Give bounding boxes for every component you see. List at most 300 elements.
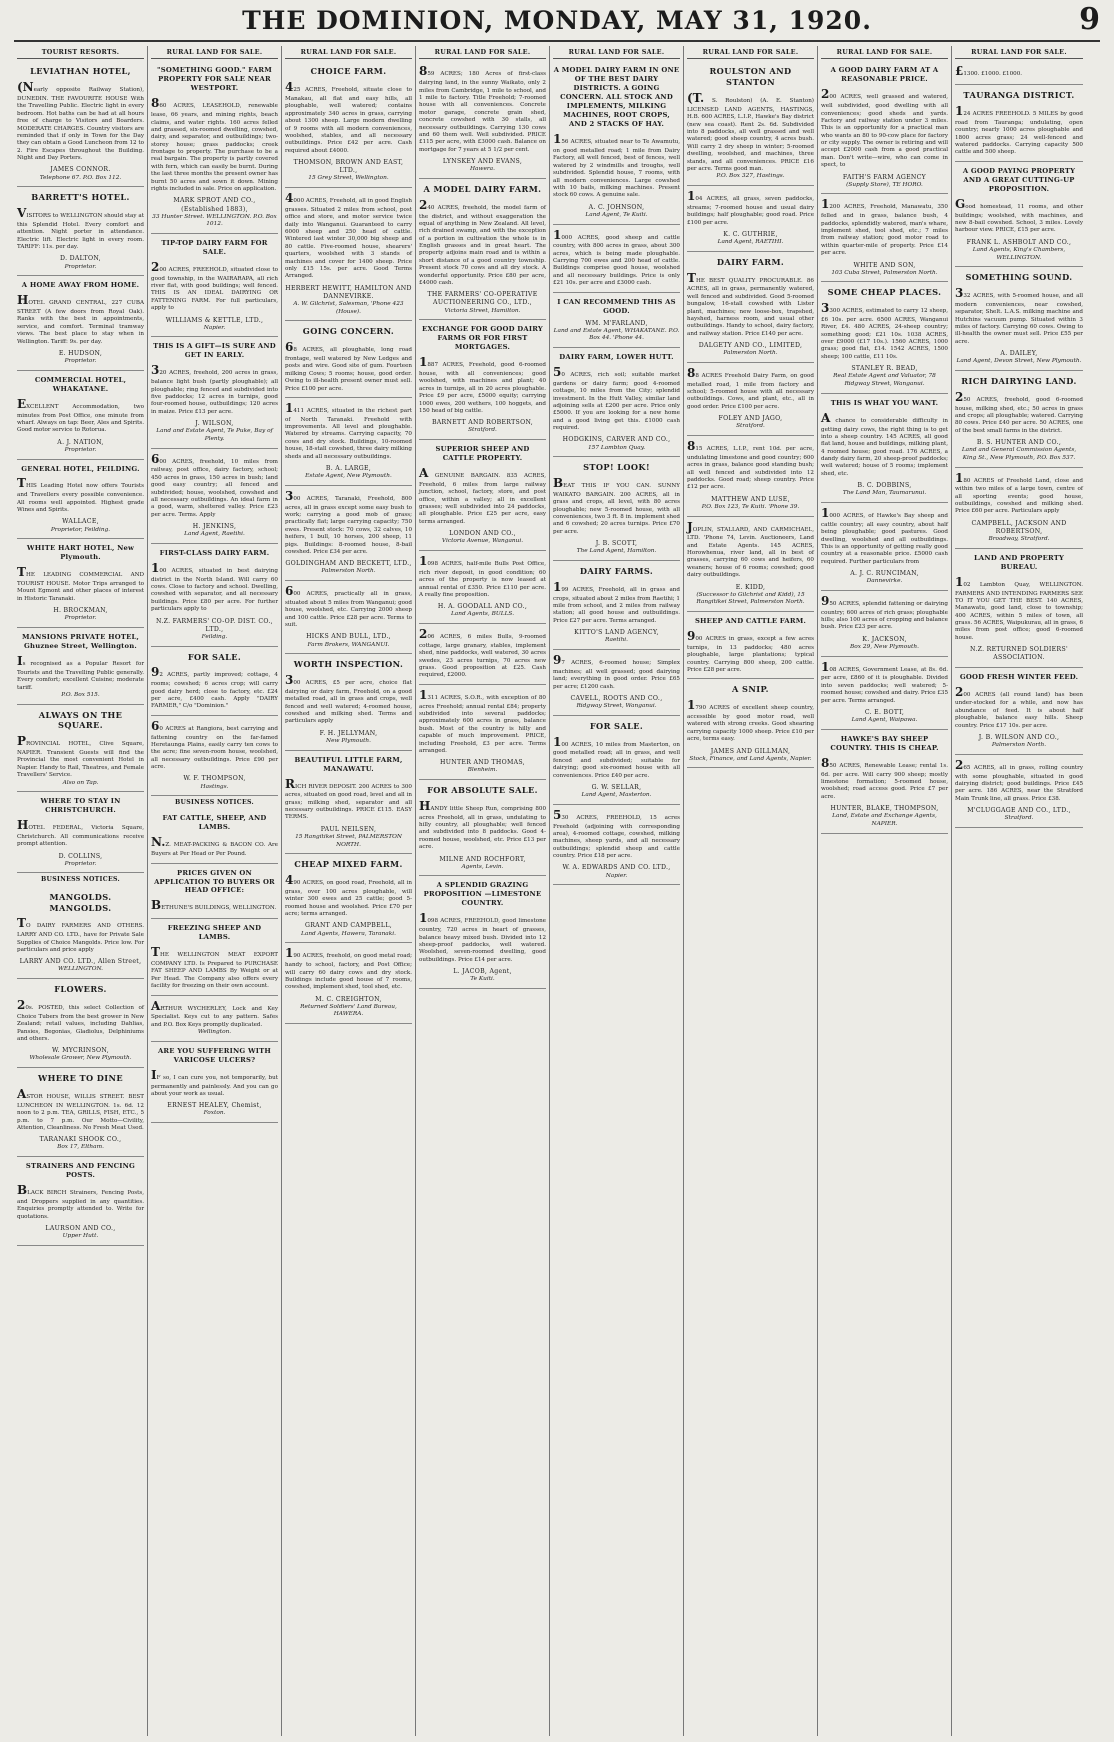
classified-ad	[285, 321, 412, 398]
classified-ad-title: COMMERCIAL HOTEL, WHAKATANE.	[34, 375, 127, 393]
classified-ad-title: STOP! LOOK!	[583, 462, 650, 473]
classified-ad-body: 68 ACRES, all ploughable, long road frontage, well watered by New Ledges and posts and wire. Good site of gum. Fourteen milking Cows; 5 rooms; house, good order. Owing to ill-health present owner must sell. Price £100 per acre.	[285, 340, 412, 392]
classified-ad-body: HOTEL GRAND CENTRAL, 227 CUBA STREET (A few doors from Royal Oak). Ranks with the best in appointments, service, and comfort. Terminal tramway views. The best place to stay when in Wellington. Tariff: 9s. per day.	[17, 293, 144, 345]
classified-ad-firm: MARK SPROT AND CO., (Established 1883),	[173, 197, 256, 213]
classified-ad-body: PROVINCIAL HOTEL, Clive Square, NAPIER. Transient Guests will find the Provincial the most convenient Hotel in Napier. Handy to Rail, Theatres, and Female Travellers' Service.	[17, 734, 144, 779]
classified-ad-body: Is recognised as a Popular Resort for Tourists and the Travelling Public generally. Every comfort; excellent Cuisine; moderate tariff.	[17, 653, 144, 691]
classified-ad-body: 108 ACRES, Government Lease, at 8s. 6d. per acre, £860 of it is ploughable. Divided into seven paddocks; well watered; 5-roomed house; cowshed and dairy. Price £35 per acre. Terms arranged.	[821, 659, 949, 704]
classified-ad-title: SOMETHING SOUND.	[965, 272, 1073, 283]
classified-ad-title: DAIRY FARM, LOWER HUTT.	[559, 353, 674, 361]
classified-ad	[17, 460, 144, 540]
classified-ad-title: WHERE TO STAY IN CHRISTCHURCH.	[40, 797, 121, 815]
classified-ad-firm: STANLEY R. BEAD,	[851, 365, 918, 373]
notice-ad	[17, 1157, 144, 1246]
classified-ad-body: 1411 ACRES, situated in the richest part of North Taranaki. Freehold with improvements. All level and ploughable. Watered by streams. Carrying capacity, 70 cows and dry stock. Buildings, 10-roomed house, 18-stall cowshed, three dairy milking sheds and all necessary outbuildings.	[285, 400, 412, 460]
classified-ad-title: A MODEL DAIRY FARM IN ONE OF THE BEST DAIRY DISTRICTS. A GOING CONCERN. ALL STOCK AND IMPLEMENTS, MILKING MACHINES, ROOT CROPS, AND 2 STACKS OF HAY.	[553, 66, 680, 129]
notice-ad-location: Wellington.	[197, 1029, 232, 1036]
classified-ad	[955, 549, 1083, 668]
classified-ad-title: WORTH INSPECTION.	[293, 659, 404, 670]
classified-ad-location: Land Agent, Devon Street, New Plymouth.	[956, 358, 1082, 365]
classified-ad-firm: A. DAILEY,	[1000, 350, 1038, 358]
classified-ad	[419, 685, 546, 780]
classified-ad	[419, 876, 546, 988]
classified-ad-title: LEVIATHAN HOTEL,	[30, 66, 131, 77]
classified-ad-firm: L. JACOB, Agent,	[453, 968, 512, 976]
classified-ad-location: Land Agent, Te Kuiti.	[585, 211, 648, 218]
classified-ad-body: 88 ACRES Freehold Dairy Farm, on good metalled road, 1 mile from factory and school; 5-roomed house with all necessary outbuildings. Cows, and plant, etc., all in good order. Price £100 per acre.	[687, 365, 814, 410]
classified-ad	[151, 61, 278, 234]
classified-ad-location: Land Agent, RAETIHI.	[717, 239, 784, 246]
classified-ad-firm: W. A. EDWARDS AND CO. LTD.,	[562, 864, 671, 872]
classified-ad-location: Palmerston North.	[723, 350, 778, 357]
classified-ad-firm: K. C. GUTHRIE,	[723, 230, 778, 238]
classified-ad-location: P.O. Box 515.	[61, 691, 100, 698]
classified-ad-body: 815 ACRES, L.I.P., rent 10d. per acre, undulating limestone and good country; 600 acres in grass, balance good standing bush; all well fenced and subdivided into 12 paddocks. Good road; sheep country. Price £12 per acre.	[687, 439, 814, 491]
classified-ad-location: Stratford.	[468, 427, 497, 434]
classified-ad	[821, 394, 948, 503]
classified-ad-location: Estate Agent, New Plymouth.	[305, 473, 392, 480]
classified-ad-location: Proprietor, Feilding.	[50, 526, 111, 533]
section-subheading: BUSINESS NOTICES.	[40, 876, 120, 884]
column-heading: RURAL LAND FOR SALE.	[285, 46, 412, 59]
classified-ad-body: A chance to considerable difficulty in getting dairy cows, the right thing is to get into a sheep country. 145 ACRES, all good flat land, house and buildings, milking plant, 4 roomed house; good road. 176 ACRES, a dandy dairy farm, 20 sheep-proof paddocks; well watered; house of 5 rooms; implement shed, etc.	[821, 410, 948, 477]
classified-ad	[17, 276, 144, 371]
classified-ad-body: 1000 ACRES, good sheep and cattle country, with 800 acres in grass, about 300 acres, which is being made ploughable. Carrying 700 ewes and 200 head of cattle. Buildings comprise good house, woolshed and all necessary buildings. Price is only £21 10s. per acre and £3000 cash.	[553, 227, 680, 287]
classified-ad-location: Farm Brokers, WANGANUI.	[307, 641, 390, 648]
column-8	[952, 46, 1086, 1736]
classified-ad-location: Land and Estate Agent, WHAKATANE. P.O. Box 44. 'Phone 44.	[553, 327, 680, 342]
classified-ad-firm: B. A. LARGE,	[325, 464, 372, 472]
classified-ad	[955, 755, 1083, 828]
classified-ad-body: 124 ACRES FREEHOLD. 5 MILES by good road from Tauranga; undulating, open country; nearly 1000 acres ploughable and 1800 acres grass; 24 well-fenced and watered paddocks. Carrying capacity 500 cattle and 500 sheep.	[955, 104, 1083, 156]
classified-ad-firm: J. B. WILSON AND CO.,	[978, 733, 1060, 741]
classified-ad	[17, 628, 144, 705]
classified-ad-title: WHITE HART HOTEL, New Plymouth.	[26, 544, 135, 562]
classified-ad-body: 190 ACRES, freehold, on good metal road; handy to school, factory, and Post Office; will carry 60 dairy cows and dry stock. Buildings include good house of 7 rooms, cowshed, implement shed, tool shed, etc.	[285, 946, 412, 991]
classified-ad	[553, 348, 680, 457]
classified-ad-location: Box 29, New Plymouth.	[850, 644, 919, 650]
classified-ad-location: Land Agent, Waipawa.	[851, 717, 918, 724]
classified-ad-title: BEAUTIFUL LITTLE FARM, MANAWATU.	[294, 755, 403, 773]
classified-ad-title: SHEEP AND CATTLE FARM.	[694, 617, 807, 626]
classified-ad	[419, 179, 546, 320]
classified-ad	[419, 440, 546, 551]
notice-ad-location: Box 17, Eltham.	[57, 1144, 104, 1151]
classified-ad-body: 1200 ACRES, Freehold, Manawatu, 350 felled and in grass, balance bush, 4 paddocks, splendidly watered, man's whare, implement shed, tool shed, etc.; 7 miles from railway station; good motor road to within quarter-mile of property. Price £14 per acre.	[821, 197, 948, 257]
classified-ad	[687, 61, 814, 186]
classified-ad	[17, 705, 144, 793]
classified-ad-location: Proprietor.	[64, 263, 97, 270]
classified-ad-body: Good homestead, 11 rooms, and other buildings; woolshed, with machines, and new 8-bail cowshed. School, 3 miles. Lovely harbour view. PRICE, £15 per acre.	[955, 196, 1083, 234]
classified-ad-firm: THOMSON, BROWN AND EAST, LTD.,	[293, 159, 404, 175]
notice-ad	[17, 887, 144, 979]
classified-ad	[821, 61, 948, 194]
classified-ad-firm: HERBERT HEWITT, HAMILTON AND DANNEVIRKE.	[285, 284, 412, 300]
classified-ad-title: BARRETT'S HOTEL.	[31, 192, 130, 203]
classified-ad-title: GOING CONCERN.	[302, 326, 395, 337]
classified-ad-firm: E. KIDD,	[735, 583, 766, 591]
classified-ad-location: Proprietor.	[64, 615, 97, 622]
classified-ad-body: 206 ACRES, 6 miles Bulls, 9-roomed cottage, large granary, stables, implement shed, nine paddocks, well watered, 30 acres swedes, 23 acres turnips, 70 acres new grass. Good proposition at £25. Cash required, £2000.	[419, 627, 546, 679]
classified-ad	[687, 363, 814, 436]
classified-ad	[17, 187, 144, 276]
classified-ad-title: CHEAP MIXED FARM.	[294, 859, 403, 870]
classified-ad-title: I CAN RECOMMEND THIS AS GOOD.	[557, 297, 676, 315]
classified-ad-location: Agents, Levin.	[461, 863, 504, 870]
classified-ad	[687, 252, 814, 363]
classified-ad	[553, 561, 680, 650]
classified-ad-title: A HOME AWAY FROM HOME.	[21, 281, 140, 290]
column-heading: RURAL LAND FOR SALE.	[419, 46, 546, 59]
classified-ad-location: 157 Lambton Quay.	[587, 444, 646, 451]
classified-ad-location: Land Agents, BULLS.	[450, 611, 515, 618]
classified-ad-title: TIP-TOP DAIRY FARM FOR SALE.	[161, 238, 268, 256]
classified-ad	[419, 320, 546, 440]
classified-ad	[285, 398, 412, 486]
classified-ad-title: CHOICE FARM.	[310, 66, 387, 77]
column-2	[148, 46, 282, 1736]
notice-ad-body: ARTHUR WYCHERLEY, Lock and Key Specialist. Keys cut to any pattern. Safes and P.O. Box Keys promptly duplicated.	[151, 998, 278, 1028]
classified-ad-body: BEAT THIS IF YOU CAN. SUNNY WAIKATO BARGAIN. 200 ACRES, all in grass and crops, all level, with 80 acres ploughable; new 5-roomed house, with all conveniences, two 3 ft. 8 in. implement shed and 6 cowshed; 20 acres turnips. Price £70 per acre.	[553, 476, 680, 535]
notice-ad-body: N.Z. MEAT-PACKING & BACON CO. Are Buyers at Per Head or Per Pound.	[151, 835, 278, 858]
classified-ad	[151, 647, 278, 716]
classified-ad-title: THIS IS WHAT YOU WANT.	[830, 398, 939, 407]
notice-ad	[151, 1042, 278, 1123]
classified-ad-location: Raetihi.	[605, 637, 628, 644]
column-4	[416, 46, 550, 1736]
column-5	[550, 46, 684, 1736]
classified-ad-body: 104 ACRES, all grass, seven paddocks, streams; 7-roomed house and usual dairy buildings; half ploughable; good road. Price £100 per acre.	[687, 188, 814, 226]
classified-ad-firm: H. JENKINS,	[192, 523, 237, 530]
classified-ad	[687, 612, 814, 679]
classified-ad	[553, 650, 680, 716]
classified-ad	[285, 943, 412, 1024]
column-heading: TOURIST RESORTS.	[17, 46, 144, 59]
classified-ad-firm: D. DALTON,	[60, 255, 101, 263]
classified-ad-location: Land, Estate and Exchange Agents, NAPIER.	[832, 813, 937, 827]
classified-ad-body: 859 ACRES; 180 Acres of first-class dairying land, in the sunny Waikato, only 2 miles from Cambridge, 1 mile to school, and 1 mile to factory. Title Freehold; 7-roomed house with all conveniences. Concrete motor garage, concrete grain shed, concrete cowshed with 30 stalls, all necessary outbuildings. Carrying 130 cows and 60 them well. Well subdivided. PRICE £115 per acre, with £3000 cash. Balance on mortgage for 7 years at 5 1/2 per cent.	[419, 64, 546, 153]
notice-ad-firm: ERNEST HEALEY, Chemist,	[167, 1102, 262, 1110]
classified-ad	[151, 716, 278, 797]
classified-ad-body: 265 ACRES, all in grass, rolling country with some ploughable, situated in good dairying district; good buildings. Price £45 per acre. 186 ACRES, near the Stratford Main Trunk line, all grass. Price £38.	[955, 757, 1083, 802]
classified-ad-firm: LYNSKEY AND EVANS,	[442, 158, 523, 166]
classified-ad-body: HANDY little Sheep Run, comprising 800 acres Freehold, all in grass, undulating to hilly country, all ploughable; well fenced and subdivided into 8 paddocks. Good 4-roomed house, woolshed, etc. Price £13 per acre.	[419, 798, 546, 851]
classified-ad-firm: PAUL NEILSEN,	[320, 825, 377, 833]
classified-ad-location: Land Agent, Masterton.	[581, 792, 652, 799]
classified-ad-body: 199 ACRES, Freehold, all in grass and crops, situated about 2 miles from Raetihi; 1 mile from school, and 2 miles from railway station; all good house and outbuildings. Price £27 per acre. Terms arranged.	[553, 579, 680, 624]
classified-ad-firm: BARNETT AND ROBERTSON,	[431, 419, 534, 427]
masthead	[0, 0, 1114, 44]
classified-ad-title: ROULSTON AND STANTON	[709, 66, 792, 88]
classified-ad-location: 103 Cuba Street, Palmerston North.	[831, 269, 938, 276]
classified-ad-title: SUPERIOR SHEEP AND CATTLE PROPERTY.	[435, 445, 530, 463]
classified-ad	[419, 624, 546, 685]
classified-ad-location: Land Agents, King's Chambers, WELLINGTON.	[972, 246, 1066, 261]
classified-ad	[151, 544, 278, 647]
classified-ad-title: MANSIONS PRIVATE HOTEL, Ghuznee Street, Wellington.	[21, 632, 140, 650]
classified-ad-firm: D. COLLINS,	[58, 852, 103, 860]
classified-ad-firm: M'CLUGGAGE AND CO., LTD.,	[967, 807, 1071, 815]
classified-ad	[553, 225, 680, 293]
notice-ad-location: Foxton.	[203, 1110, 226, 1117]
classified-ad-location: Te Kuiti.	[470, 976, 495, 983]
classified-ad-location: Proprietor.	[64, 358, 97, 365]
classified-ad	[285, 486, 412, 581]
classified-ad	[955, 668, 1083, 755]
notice-ad-firm: LAURSON AND CO.,	[45, 1224, 116, 1232]
classified-ad-body: 102 Lambton Quay, WELLINGTON. FARMERS AND INTENDING FARMERS SEE TO IT YOU GET THE BEST. 140 ACRES, Manawatu, good land, close to township; 400 ACRES, within 5 miles of town, all grass. 56 ACRES, Waipukurau, all in grass, 6 miles from post office; good 6-roomed house.	[955, 574, 1083, 641]
classified-ad-body: THIS Leading Hotel now offers Tourists and Travellers every possible convenience. All rooms well appointed. Highest grade Wines and Spirits.	[17, 476, 144, 514]
classified-ad-body: 850 ACRES, Renewable Lease; rental 1s. 6d. per acre. Will carry 900 sheep; mostly limestone formation; 5-roomed house, woolshed; road access good. Price £7 per acre.	[821, 755, 948, 800]
classified-ad-firm: GRANT AND CAMPBELL,	[304, 922, 393, 930]
classified-ad-location: Palmerston North.	[991, 742, 1047, 749]
classified-ad-body: 92 ACRES, partly improved; cottage, 4 rooms; cowshed; 6 acres crop; will carry good dairy herd; close to factory, etc. £24 per acre, £400 cash. Apply "DAIRY FARMER," C/o "Dominion."	[151, 665, 278, 710]
classified-ad-firm: FRANK L. ASHBOLT AND CO.,	[966, 238, 1072, 246]
classified-ad-firm: F. H. JELLYMAN,	[319, 729, 378, 737]
notice-ad-title: PRICES GIVEN ON APPLICATION TO BUYERS OR HEAD OFFICE:	[154, 868, 275, 895]
classified-ad-firm: WALLACE,	[62, 518, 99, 526]
classified-ad	[151, 337, 278, 448]
classified-ad-location: Victoria Street, Hamilton.	[444, 307, 521, 314]
section-subheading: BUSINESS NOTICES.	[174, 799, 254, 807]
page-title: THE DOMINION, MONDAY, MAY 31, 1920.	[242, 6, 872, 35]
classified-ad	[955, 371, 1083, 468]
classified-ad-location: Hastings.	[200, 783, 229, 790]
classified-ad-body: 240 ACRES, freehold, the model farm of the district, and without exaggeration the equal of anything in New Zealand. All level, rich drained swamp, and with the exception of a portion in cultivation the whole is in English grasses and in great heart. The property adjoins main road and is within a short distance of a good country township. Present stock 70 cows and all dry stock. A wonderful opportunity. Price £80 per acre, £4000 cash.	[419, 197, 546, 286]
column-3	[282, 46, 416, 1736]
classified-ad-firm: HUNTER AND THOMAS,	[440, 759, 525, 767]
classified-ad-firm: N.Z. FARMERS' CO-OP. DIST. CO., LTD.,	[156, 617, 273, 633]
classified-ad-body: 60 ACRES at Rangiora, best carrying and fattening country on the far-famed Heretaunga Plains, easily carry ten cows to the acre; fine seven-room house, woolshed, all necessary outbuildings. Price £90 per acre.	[151, 718, 278, 770]
classified-ad	[687, 679, 814, 768]
notice-ad-title: ARE YOU SUFFERING WITH VARICOSE ULCERS?	[157, 1046, 272, 1064]
notice-ad-firm: LARRY AND CO. LTD., Allen Street,	[19, 958, 142, 966]
classified-ad-body: 180 ACRES of Freehold Land, close and within two miles of a large town, centre of all sporting events; good house, outbuildings, cowshed and milking shed. Price £60 per acre. Particulars apply	[955, 470, 1083, 515]
classified-ad-firm: MILNE AND ROCHFORT,	[439, 855, 526, 863]
classified-ad-body: 900 ACRES in grass, except a few acres turnips, in 13 paddocks; 480 acres ploughable, large plantations; typical country. Carrying 800 sheep, 200 cattle. Price £28 per acre.	[687, 629, 814, 673]
notice-ad-firm: TARANAKI SHOOK CO.,	[39, 1136, 122, 1144]
classified-ad-title: A GOOD DAIRY FARM AT A REASONABLE PRICE.	[830, 66, 939, 84]
classified-ad-body: A GENUINE BARGAIN. 835 ACRES, Freehold, 6 miles from large railway junction, school, factory, store, and post office, within a valley; all in excellent grasses; well subdivided into 24 paddocks, all ploughable. Price £25 per acre, easy terms arranged.	[419, 466, 546, 525]
notice-ad-title: FAT CATTLE, SHEEP, AND LAMBS.	[162, 814, 267, 832]
classified-ad-body: £1300. £1000. £1000.	[955, 64, 1023, 79]
classified-ad-title: DAIRY FARM.	[716, 256, 785, 267]
notice-ad-body: 20s. POSTED, this select Collection of Choice Tubers from the best grower in New Zealand; retail values, including Dahlias, Pansies, Begonias, Gladiolus, Delphiniums and others.	[17, 997, 144, 1042]
classified-ad-firm: WM. M'FARLAND,	[585, 319, 648, 327]
page-number: 9	[1079, 2, 1100, 37]
classified-ad	[285, 188, 412, 321]
masthead-rule	[14, 40, 1100, 42]
classified-ad-location: Stratford.	[1004, 815, 1034, 822]
classified-ad	[285, 581, 412, 654]
classified-ad-location: Land Agent, Raetihi.	[184, 531, 245, 538]
classified-ad-title: DAIRY FARMS.	[579, 565, 654, 576]
classified-ad-location: Returned Soldiers' Land Bureau, HAWERA.	[300, 1003, 397, 1018]
notice-ad-firm: W. MYCRINSON,	[52, 1047, 109, 1055]
classified-ad-body: 50 ACRES, rich soil; suitable market gardens or dairy farm; good 4-roomed cottage, 10 miles from the City; splendid investment. In the Hutt Valley, similar land adjoining sells at £200 per acre. Price only £5000. If you are looking for a new home and a good living get this. £1000 cash required.	[553, 364, 680, 432]
classified-ad-body: 4000 ACRES, Freehold, all in good English grasses. Situated 2 miles from school, post office and store, and motor service twice daily into Wanganui. Guaranteed to carry 6000 sheep and 250 head of cattle. Wintered last winter 30,000 big sheep and 80 cattle. Five-roomed house, shearers' quarters, woolshed with 3 stands of machines and cover for 1400 sheep. Price only £15 15s. per acre. Good Terms Arranged.	[285, 191, 412, 280]
classified-ad-firm: JAMES AND GILLMAN,	[710, 747, 791, 755]
classified-ad-title: LAND AND PROPERTY BUREAU.	[973, 553, 1065, 571]
classified-ad-location: (Supply Store), TE HORO.	[846, 181, 923, 188]
classified-ad	[17, 61, 144, 187]
classified-ad-firm: H. BROCKMAN,	[53, 607, 108, 615]
classified-ad-body: 200 ACRES, well grassed and watered, well subdivided, good dwelling with all conveniences; good sheds and yards. Factory and railway station under 3 miles. This is an opportunity for a practical man who wants an 80 to 90-cow place for factory or city supply. The owner is retiring and will accept £2000 cash from a good practical man. Don't write—wire, who can come in spect, to	[821, 87, 948, 169]
classified-ad	[553, 716, 680, 805]
classified-ad-title: FOR ABSOLUTE SALE.	[427, 785, 538, 796]
notice-ad-body: THE WELLINGTON MEAT EXPORT COMPANY LTD. Is Prepared to PURCHASE FAT SHEEP AND LAMBS By Weight or at Per Head. The Company also offers every facility for freezing on their own account.	[151, 945, 278, 990]
classified-ad-firm: J. WILSON,	[195, 420, 234, 428]
classified-ad-location: Real Estate Agent and Valuator, 78 Ridgway Street, Wanganui.	[833, 373, 936, 388]
column-heading: RURAL LAND FOR SALE.	[821, 46, 948, 59]
classified-ad	[821, 730, 948, 834]
classified-ad-firm: CAMPBELL, JACKSON AND ROBERTSON,	[971, 519, 1067, 536]
classified-ad-location: 15 Rangitikei Street, PALMERSTON NORTH.	[295, 834, 402, 848]
classified-ad-body: 600 ACRES, freehold, 10 miles from railway, post office, dairy factory, school; 450 acres in grass, 150 acres in bush; land good easy country; all fenced and subdivided; house, woolshed, cowshed and all necessary outbuildings. An ideal farm in a good, warm, sheltered valley. Price £23 per acre. Terms. Apply	[151, 451, 278, 518]
classified-ad	[419, 551, 546, 624]
classified-ad-firm: MATTHEW AND LUSE,	[711, 495, 790, 503]
classified-ad-body: THE BEST QUALITY PROCURABLE. 86 ACRES, all in grass, permanently watered, well fenced and subdivided. Good 5-roomed bungalow, 16-stall cowshed with Lister plant, machines; new loose-box, trapshed, hayshed, harness room, and usual other outbuildings. Handy to school, dairy factory, and railway station. Price £140 per acre.	[687, 270, 814, 337]
classified-ad-firm: B. S. HUNTER AND CO.,	[976, 439, 1062, 447]
classified-ad-title: RICH DAIRYING LAND.	[961, 375, 1077, 386]
classified-ad-firm: JAMES CONNOR.	[50, 166, 111, 174]
classified-ad-body: 860 ACRES, LEASEHOLD, renewable lease, 66 years, and mining rights, beach claims, and water rights. 160 acres felled and grassed, six-roomed dwelling, cowshed, dairy, and separator, and outbuildings; two-storey house; grass paddocks; creek frontage to property. The purchase to be a real bargain. The property is partly covered with fern, which can easily be burnt. During the last three months the present owner has burnt 50 acres and sown it down. Mining rights included in sale. Price on application.	[151, 96, 278, 192]
classified-ad-firm: A. J. C. RUNCIMAN,	[850, 570, 919, 578]
classified-ad-body: (T. S. Roulston) (A. E. Stanton) LICENSED LAND AGENTS, HASTINGS, H.B. 600 ACRES, L.I.P., Hawke's Bay district (new sea coast). Rent 2s. 6d. Subdivided into 8 paddocks, all well grassed and well watered; good sheep country, 4 acres bush. Will carry 2 dry sheep in winter; 5-roomed dwelling, woolshed, and machines, three stands, and all conveniences. PRICE £16 per acre. Terms good man.	[687, 91, 814, 172]
classified-ad-body: RICH RIVER DEPOSIT. 200 ACRES to 300 acres, situated on good road, level and all in grass; milking shed, separator and all necessary outbuildings. PRICE £115. EASY TERMS.	[285, 776, 412, 821]
classified-ad-title: A SPLENDID GRAZING PROPOSITION —LIMESTONE COUNTRY.	[423, 881, 542, 908]
classified-ad-location: Feilding.	[201, 633, 228, 640]
column-6	[684, 46, 818, 1736]
classified-ad-body: 490 ACRES, on good road, Freehold, all in grass, over 100 acres ploughable, will winter 300 ewes and 25 cattle; good 5-roomed house and woolshed. Price £70 per acre; terms arranged.	[285, 873, 412, 918]
classified-ad-body: 300 ACRES, Taranaki, Freehold, 800 acres, all in grass except some easy bush to work; carrying a good mob of grass; practically flat; large carrying capacity; 750 ewes. Present stock: 70 cows, 32 calves, 10 heifers, 1 bull, 10 horses, 200 sheep, 11 pigs. Buildings: 8-roomed house, 8-bail cowshed. Price £34 per acre.	[285, 488, 412, 555]
classified-ad-firm: FAITH'S FARM AGENCY	[842, 173, 927, 181]
classified-ad-firm: WHITE AND SON,	[853, 261, 916, 269]
notice-ad-body: TO DAIRY FARMERS AND OTHERS. LARRY AND CO. LTD., have for Private Sale Supplies of Choice Mangolds. Price low. For particulars and price apply	[17, 916, 144, 953]
classified-ad-title: SOME CHEAP PLACES.	[827, 287, 942, 298]
classified-ad-location: Stratford.	[736, 423, 765, 430]
classified-ad	[17, 539, 144, 628]
classified-ad-body: 200 ACRES (all round land) has been under-stocked for a while, and now has abundance of feed. It is about half ploughable, balance easy hills. Sheep country. Price £17 10s. per acre.	[955, 684, 1083, 729]
classified-ad-location: Proprietor.	[64, 446, 97, 453]
classified-ad-firm: KITTO'S LAND AGENCY,	[574, 629, 659, 637]
classified-ad	[285, 654, 412, 750]
classified-ad	[17, 792, 144, 873]
classified-ad-location: Land and Estate Agent, Te Puke, Bay of Plenty.	[156, 428, 273, 442]
classified-ad	[955, 468, 1083, 549]
classified-ad-body: 425 ACRES, Freehold, situate close to Manakau, all flat and easy hills, all ploughable, well watered; contains approximately 340 acres in grass, carrying about 1300 sheep. Large modern dwelling of 9 rooms with all modern conveniences, woolshed, stables, and all necessary outbuildings. Price £42 per acre. Cash required about £4000.	[285, 80, 412, 154]
column-heading: RURAL LAND FOR SALE.	[955, 46, 1083, 59]
classified-ad-body: 1098 ACRES, FREEHOLD, good limestone country, 720 acres in heart of grasses, balance heavy mixed bush. Divided into 12 sheep-proof paddocks, well watered. Woolshed, seven-roomed dwelling, good outbuildings. Price £14 per acre.	[419, 911, 546, 963]
classified-ad-title: EXCHANGE FOR GOOD DAIRY FARMS OR FOR FIRST MORTGAGES.	[422, 325, 543, 352]
classified-ad-body: 950 ACRES, splendid fattening or dairying country; 600 acres of rich grass; ploughable hills; also 100 acres of cropping and balance bush. Price £23 per acre.	[821, 593, 948, 631]
classified-ad-firm: H. A. GOODALL AND CO.,	[437, 603, 528, 611]
classified-ad	[687, 517, 814, 613]
notice-ad-title: WHERE TO DINE	[38, 1073, 123, 1084]
classified-ad-firm: THE FARMERS' CO-OPERATIVE AUCTIONEERING CO., LTD.,	[427, 291, 538, 307]
classified-ad-title: A GOOD PAYING PROPERTY AND A GREAT CUTTING-UP PROPOSITION.	[962, 166, 1076, 193]
classified-ad	[821, 503, 948, 591]
classified-ad-title: "SOMETHING GOOD." FARM PROPERTY FOR SALE NEAR WESTPORT.	[157, 66, 272, 93]
classified-ad-title: A MODEL DAIRY FARM.	[423, 183, 542, 194]
classified-ad-body: 300 ACRES, £5 per acre, choice flat dairying or dairy farm, Freehold, on a good metalled road, all in grass and crops, well fenced and well watered; 4-roomed house, cowshed and milking shed. Terms and particulars apply	[285, 673, 412, 725]
classified-ad	[955, 162, 1083, 267]
classified-ad-firm: A. J. NATION,	[57, 438, 104, 446]
classified-ad	[687, 436, 814, 517]
classified-ad-body: 156 ACRES, situated near to Te Awamutu, on good metalled road; 1 mile from Dairy Factory, all well fenced, best of fences, well watered by 2 windmills and troughs, well subdivided. Splendid house, 7 rooms, with all modern conveniences. Large cowshed with 10 bails, milking machines. Present stock 60 cows. A genuine sale.	[553, 132, 680, 199]
classified-ad	[419, 780, 546, 876]
classified-ad	[151, 234, 278, 337]
classified-ad-firm: M. C. CREIGHTON,	[315, 995, 382, 1003]
classified-ad-title: TAURANGA DISTRICT.	[963, 90, 1075, 101]
classified-ad-firm: K. JACKSON,	[862, 635, 907, 643]
classified-ad-firm: HODGKINS, CARVER AND CO.,	[562, 436, 671, 444]
notice-ad-body: BLACK BIRCH Strainers, Fencing Posts, and Droppers supplied in any quantities. Enquiries promptly attended to. Write for quotations.	[17, 1183, 144, 1220]
classified-ad-title: GENERAL HOTEL, FEILDING.	[21, 464, 140, 473]
notice-ad-body: BETHUNE'S BUILDINGS, WELLINGTON.	[151, 898, 277, 913]
classified-ad-body: 600 ACRES, practically all in grass, situated about 5 miles from Wanganui; good house, woolshed, etc. Carrying 2000 sheep and 100 cattle. Price £28 per acre. Terms to suit.	[285, 584, 412, 629]
classified-ad-location: Ridgway Street, Wanganui.	[576, 703, 657, 710]
classified-ad-body: 1311 ACRES, S.O.R., with exception of 80 acres Freehold; annual rental £84; property subdivided into several paddocks; approximately 600 acres in grass, balance bush. Most of the country is hilly and capable of much improvement. PRICE, including Freehold, £3 per acre. Terms arranged.	[419, 687, 546, 754]
column-heading: RURAL LAND FOR SALE.	[553, 46, 680, 59]
classified-ad	[151, 449, 278, 544]
classified-ad-firm: B. C. DOBBINS,	[857, 482, 912, 490]
column-heading: RURAL LAND FOR SALE.	[687, 46, 814, 59]
classified-ad-title: THIS IS A GIFT—IS SURE AND GET IN EARLY.	[153, 342, 276, 360]
classified-ad	[821, 194, 948, 282]
classified-ad-location: P.O. Box 327, Hastings.	[716, 173, 785, 180]
classified-ad-location: Also on Tap.	[62, 779, 99, 786]
classified-ad-location: Victoria Avenue, Wanganui.	[441, 538, 524, 545]
classified-ad-firm: J. B. SCOTT,	[595, 540, 638, 548]
classified-ad-body: 250 ACRES, freehold, good 6-roomed house, milking shed, etc.; 50 acres in grass and crops; all ploughable; watered. Carrying 80 cows. Price £40 per acre. 50 ACRES, one of the best small farms in the district.	[955, 389, 1083, 434]
notice-ad	[17, 979, 144, 1068]
notice-ad	[151, 996, 278, 1042]
notice-ad	[151, 809, 278, 863]
classified-ad-firm: W. F. THOMPSON,	[183, 775, 246, 783]
classified-ad-firm: HUNTER, BLAKE, THOMPSON,	[830, 805, 939, 813]
classified-ad-body: 97 ACRES, 6-roomed house; Simplex machines; all well grassed; good dairying land; everything in good order. Price £65 per acre; £1200 cash.	[553, 652, 680, 690]
classified-ad-location: Proprietor.	[64, 860, 97, 867]
classified-ad-firm: LONDON AND CO.,	[449, 530, 516, 538]
classified-ad-body: 1887 ACRES, Freehold, good 6-roomed house, with all conveniences; good woolshed, with machines and plant; 40 acres in turnips, all in 20 acres ploughable. Price £9 per acre, £5000 equity; carrying 1000 ewes, 200 wethers, 100 hoggets, and 150 head of big cattle.	[419, 355, 546, 414]
classified-ad	[553, 457, 680, 561]
classified-ad-location: 33 Hunter Street. WELLINGTON. P.O. Box 1012.	[152, 213, 277, 228]
notice-ad	[17, 1068, 144, 1157]
classified-ad-body: 1790 ACRES of excellent sheep country, accessible by good motor road, well watered with strong creeks. Good shearing carrying capacity 1000 sheep. Price £10 per acre, terms easy.	[687, 698, 814, 743]
classified-ad-title: FOR SALE.	[589, 720, 644, 731]
classified-ad-firm: FOLEY AND JAGO,	[718, 415, 783, 423]
classified-ad	[821, 657, 948, 730]
classified-ad	[419, 61, 546, 178]
classified-ad-body: 320 ACRES, freehold, 200 acres in grass, balance light bush (partly ploughable); all ploughable; ring fenced and subdivided into five paddocks; 12 acres in turnips, good four-roomed house, outbuildings; 120 acres in maize. Price £13 per acre.	[151, 363, 278, 415]
classified-ad-body: 1000 ACRES, of Hawke's Bay sheep and cattle country; all easy country, about half being ploughable; good pastures. Good dwelling, woolshed and all outbuildings. This is an opportunity of getting really good country at a reasonable price. £5000 cash required. Further particulars from	[821, 505, 948, 565]
classified-ad-location: Land and General Commission Agents, King St., New Plymouth, P.O. Box 537.	[961, 447, 1077, 461]
notice-ad-location: Wholesale Grower, New Plymouth.	[29, 1055, 132, 1062]
classified-ad-body: THE LEADING COMMERCIAL AND TOURIST HOUSE. Motor Trips arranged to Mount Egmont and other places of interest in Historic Taranaki.	[17, 565, 144, 602]
classified-ad-title: HAWKE'S BAY SHEEP COUNTRY. THIS IS CHEAP.	[830, 734, 939, 752]
classified-ad	[285, 61, 412, 188]
classified-ad-location: Blenheim.	[467, 767, 498, 774]
classified-ad-firm: E. HUDSON,	[58, 349, 103, 357]
classified-ad-body: 3300 ACRES, estimated to carry 12 sheep, £6 10s. per acre. 6500 ACRES, Wanganui River, £4. 480 ACRES, 24-sheep country; something good; £21 10s. 1038 ACRES, over £9000 (£17 10s.). 1560 ACRES, 1000 grass; good flat, £14. 1542 ACRES, 1500 sheep; 100 cattle, £11 10s.	[821, 301, 948, 360]
classified-ad-title: A SNIP.	[732, 684, 769, 695]
column-heading: RURAL LAND FOR SALE.	[151, 46, 278, 59]
classified-ad-location: Broadway, Stratford.	[988, 536, 1050, 543]
classified-ad	[955, 61, 1083, 85]
classified-ad	[821, 591, 948, 657]
classified-ad-title: GOOD FRESH WINTER FEED.	[959, 672, 1079, 681]
